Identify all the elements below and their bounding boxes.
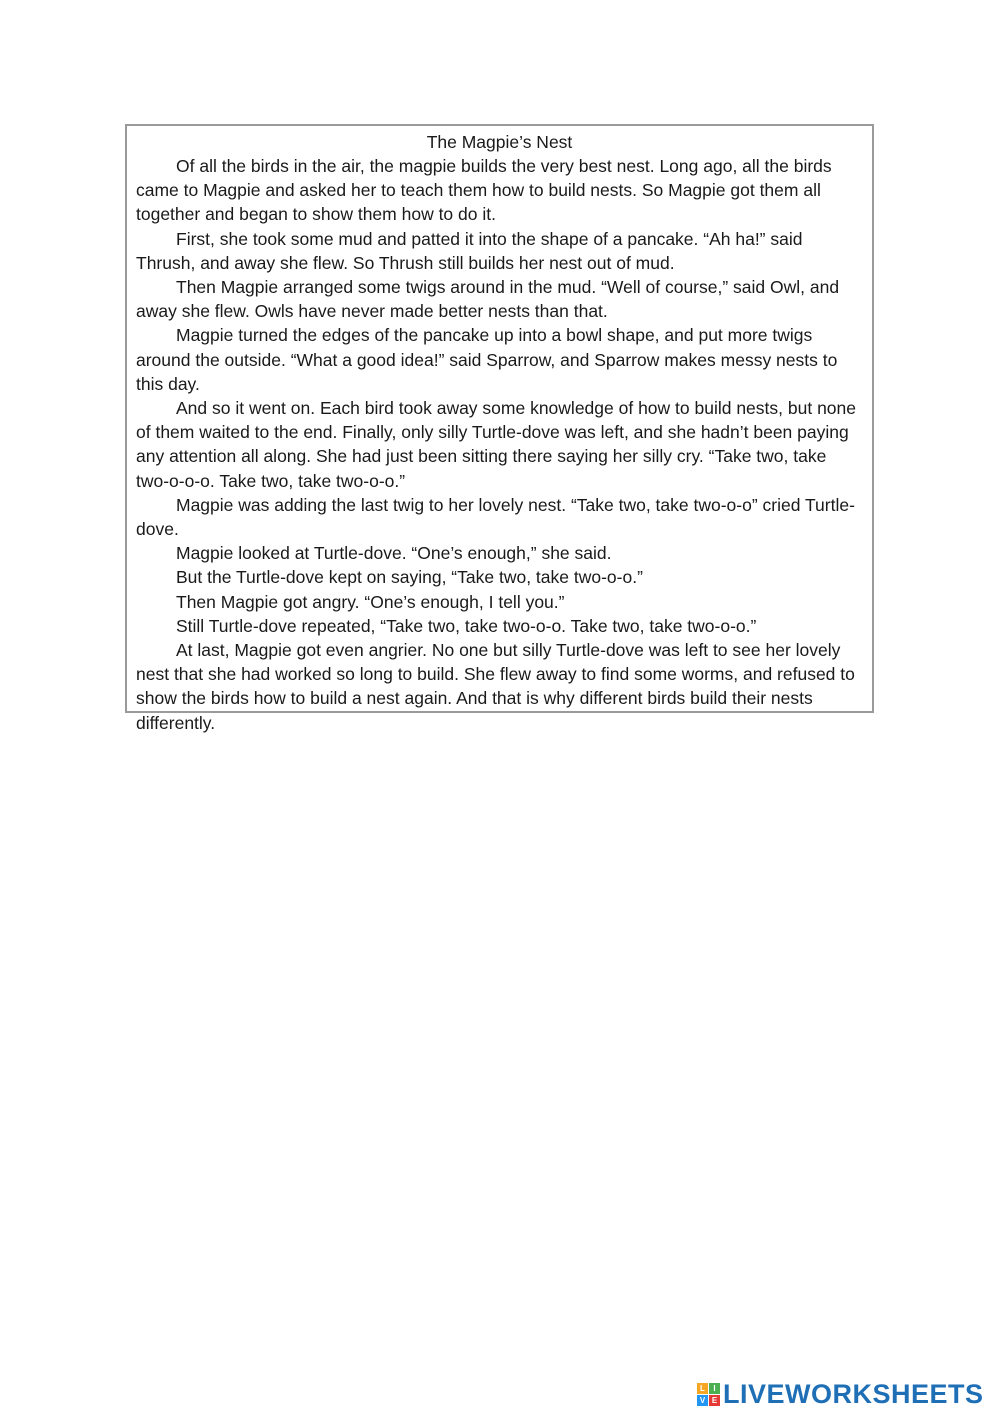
story-paragraph: First, she took some mud and patted it into the shape of a pancake. “Ah ha!” said Thrush, and away she flew. So Thrush still builds her nest out of mud.: [136, 228, 803, 273]
logo-mark-letter: I: [709, 1383, 720, 1394]
story-box: [125, 124, 874, 733]
story-title: The Magpie’s Nest: [426, 132, 573, 152]
story-paragraph: Then Magpie arranged some twigs around in the mud. “Well of course,” said Owl, and away she flew. Owls have never made better nests than that.: [136, 277, 840, 322]
story-paragraph: Still Turtle-dove repeated, “Take two, take two-o-o. Take two, take two-o-o.”: [176, 615, 757, 636]
story-paragraph: Magpie turned the edges of the pancake up into a bowl shape, and put more twigs around the outside. “What a good idea!” said Sparrow, and Sparrow makes messy nests to this day.: [136, 325, 838, 394]
logo-mark-letter: E: [709, 1395, 720, 1406]
story-paragraph: But the Turtle-dove kept on saying, “Take two, take two-o-o.”: [176, 567, 643, 588]
story-paragraph: Magpie was adding the last twig to her lovely nest. “Take two, take two-o-o” cried Turtle-dove.: [136, 494, 855, 540]
story-paragraph: At last, Magpie got even angrier. No one but silly Turtle-dove was left to see her lovely nest that she had worked so long to build. She flew away to find some worms, and refused to show the birds how to build a nest again. And that is why different birds build their nests differently.: [136, 640, 855, 733]
story-paragraph: And so it went on. Each bird took away some knowledge of how to build nests, but none of them waited to the end. Finally, only silly Turtle-dove was left, and she hadn’t been paying any attention all along. She had just been sitting there saying her silly cry. “Take two, take two-o-o-o. Take two, take two-o-o.”: [136, 398, 856, 491]
logo-text: LIVEWORKSHEETS: [723, 1379, 984, 1409]
logo-mark-letter: V: [697, 1395, 708, 1406]
story-paragraph: Then Magpie got angry. “One’s enough, I tell you.”: [176, 591, 565, 612]
logo-mark-letter: L: [697, 1383, 708, 1394]
logo-mark-icon: [697, 1383, 720, 1406]
story-paragraph: Magpie looked at Turtle-dove. “One’s enough,” she said.: [176, 543, 612, 564]
story-paragraph: Of all the birds in the air, the magpie builds the very best nest. Long ago, all the birds came to Magpie and asked her to teach them how to build nests. So Magpie got them all together and began to show them how to do it.: [136, 156, 832, 225]
liveworksheets-logo[interactable]: [697, 1381, 984, 1407]
